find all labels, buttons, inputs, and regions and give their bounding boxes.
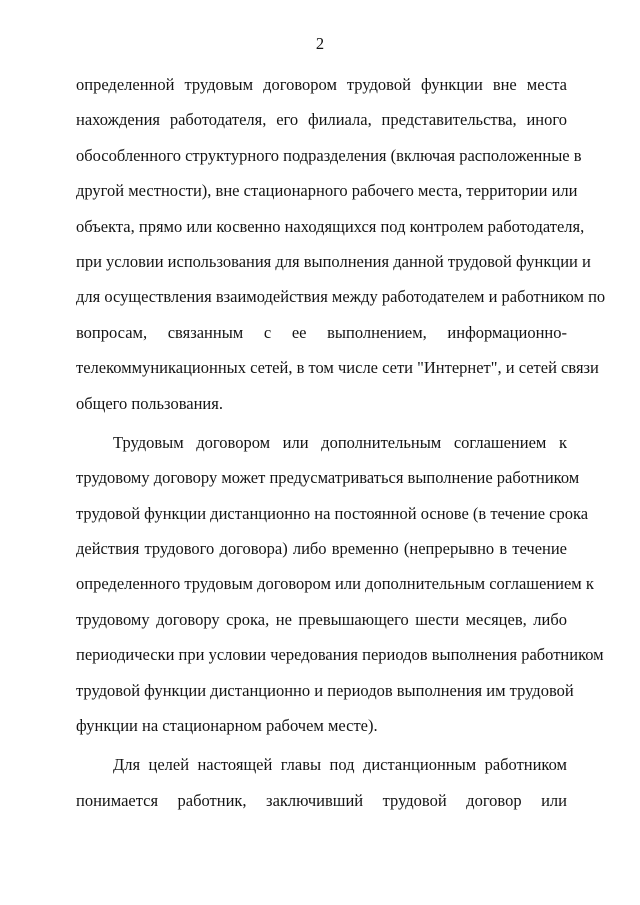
text-line: общего пользования.: [76, 393, 223, 413]
text-line: трудовому договору срока, не превышающего шести месяцев, либо: [76, 609, 567, 629]
text-line: понимается работник, заключивший трудовой договор или: [76, 790, 567, 810]
text-line: нахождения работодателя, его филиала, представительства, иного: [76, 110, 567, 130]
text-line: объекта, прямо или косвенно находящихся под контролем работодателя,: [76, 216, 585, 236]
text-line: при условии использования для выполнения данной трудовой функции и: [76, 251, 591, 271]
body-text: [76, 67, 606, 818]
text-line: определенного трудовым договором или дополнительным соглашением к: [76, 574, 594, 594]
text-line: Трудовым договором или дополнительным соглашением к: [113, 432, 567, 452]
text-line: для осуществления взаимодействия между работодателем и работником по: [76, 287, 606, 307]
text-line: телекоммуникационных сетей, в том числе сети "Интернет", и сетей связи: [76, 358, 599, 378]
text-line: Для целей настоящей главы под дистанционным работником: [113, 755, 567, 775]
text-line: трудовой функции дистанционно и периодов выполнения им трудовой: [76, 680, 574, 700]
text-line: трудовому договору может предусматриваться выполнение работником: [76, 468, 580, 488]
paragraph: [76, 747, 567, 818]
text-line: действия трудового договора) либо временно (непрерывно в течение: [76, 539, 567, 559]
paragraph: [76, 67, 606, 421]
text-line: определенной трудовым договором трудовой функции вне места: [76, 75, 567, 94]
text-line: трудовой функции дистанционно на постоянной основе (в течение срока: [76, 503, 589, 523]
text-line: обособленного структурного подразделения (включая расположенные в: [76, 145, 582, 165]
text-line: периодически при условии чередования периодов выполнения работником: [76, 645, 604, 665]
text-line: другой местности), вне стационарного рабочего места, территории или: [76, 181, 578, 201]
text-line: функции на стационарном рабочем месте).: [76, 716, 378, 736]
paragraph: [76, 425, 604, 744]
text-line: вопросам, связанным с ее выполнением, информационно-: [76, 322, 567, 342]
page-number: 2: [315, 34, 325, 53]
